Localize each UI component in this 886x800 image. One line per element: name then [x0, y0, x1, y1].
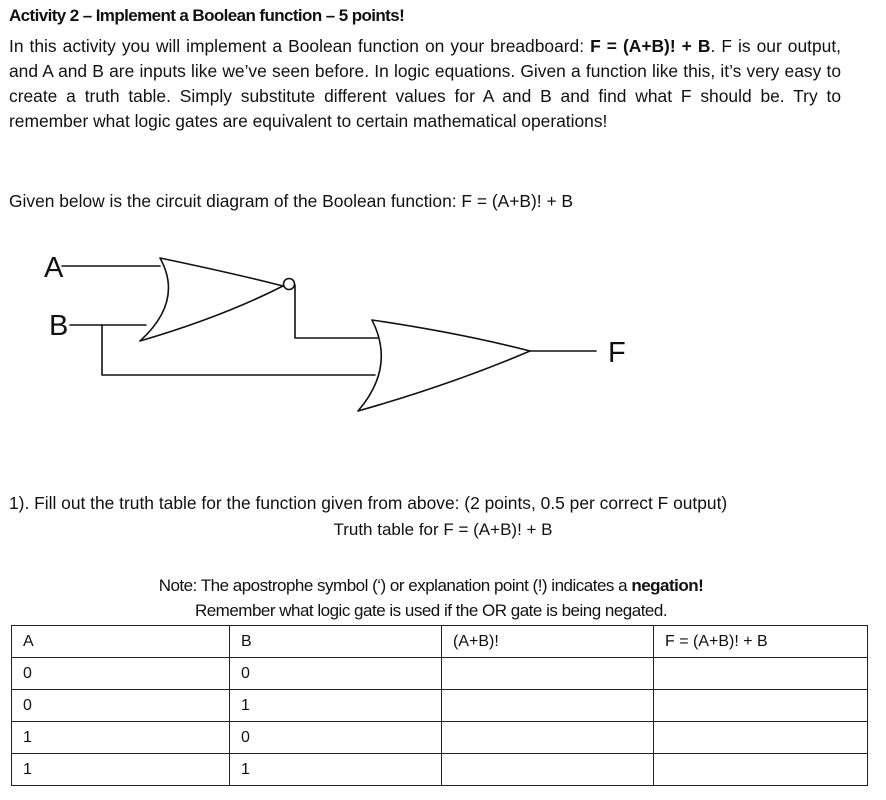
cell-b: 1	[230, 690, 442, 722]
label-f: F	[608, 337, 626, 369]
given-text: Given below is the circuit diagram of the Boolean function: F = (A+B)! + B	[9, 191, 574, 211]
table-caption: Truth table for F = (A+B)! + B	[333, 520, 553, 539]
note-line-2: Remember what logic gate is used if the OR gate is being negated.	[194, 601, 668, 620]
cell-b: 0	[230, 658, 442, 690]
cell-f-answer[interactable]	[654, 722, 868, 754]
header-nor: (A+B)!	[442, 626, 654, 658]
table-header-row	[12, 626, 868, 658]
header-f: F = (A+B)! + B	[654, 626, 868, 658]
or-gate	[358, 320, 530, 411]
label-b: B	[49, 310, 69, 342]
intro-text-start: In this activity you will implement a Boolean function on your breadboard:	[9, 36, 591, 56]
wire-nor-to-or	[295, 285, 378, 338]
label-a: A	[44, 252, 64, 284]
table-row	[12, 722, 868, 754]
circuit-diagram	[0, 235, 886, 425]
cell-b: 0	[230, 722, 442, 754]
cell-f-answer[interactable]	[654, 658, 868, 690]
cell-a: 0	[12, 690, 230, 722]
header-a: A	[12, 626, 230, 658]
cell-nor-answer[interactable]	[442, 722, 654, 754]
cell-nor-answer[interactable]	[442, 658, 654, 690]
cell-nor-answer[interactable]	[442, 690, 654, 722]
cell-a: 0	[12, 658, 230, 690]
note-text: Note: The apostrophe symbol (‘) or explanation point (!) indicates a	[158, 576, 632, 595]
table-row	[12, 658, 868, 690]
question-1: 1). Fill out the truth table for the function given from above: (2 points, 0.5 per correct F output)	[9, 493, 728, 513]
note-line-1	[0, 576, 862, 596]
table-row	[12, 690, 868, 722]
cell-a: 1	[12, 754, 230, 786]
activity-title: Activity 2 – Implement a Boolean function – 5 points!	[9, 6, 405, 25]
cell-a: 1	[12, 722, 230, 754]
cell-nor-answer[interactable]	[442, 754, 654, 786]
wire-b-branch	[102, 325, 375, 375]
cell-f-answer[interactable]	[654, 754, 868, 786]
header-b: B	[230, 626, 442, 658]
nor-gate	[140, 258, 283, 341]
note-bold: negation!	[631, 576, 704, 595]
intro-paragraph	[9, 34, 841, 134]
table-row	[12, 754, 868, 786]
intro-formula: F = (A+B)! + B	[590, 36, 711, 56]
intro-text-end: . F is our output, and A and B are inputs like we’ve seen before. In logic equations. Given a function like this, it’s very easy to create a truth table. Simply substitute different values for A and B and find what F should be. Try to remember what logic gates are equivalent to certain mathematical operations!	[9, 36, 841, 131]
cell-b: 1	[230, 754, 442, 786]
cell-f-answer[interactable]	[654, 690, 868, 722]
nor-bubble	[284, 279, 295, 290]
truth-table	[11, 625, 868, 786]
